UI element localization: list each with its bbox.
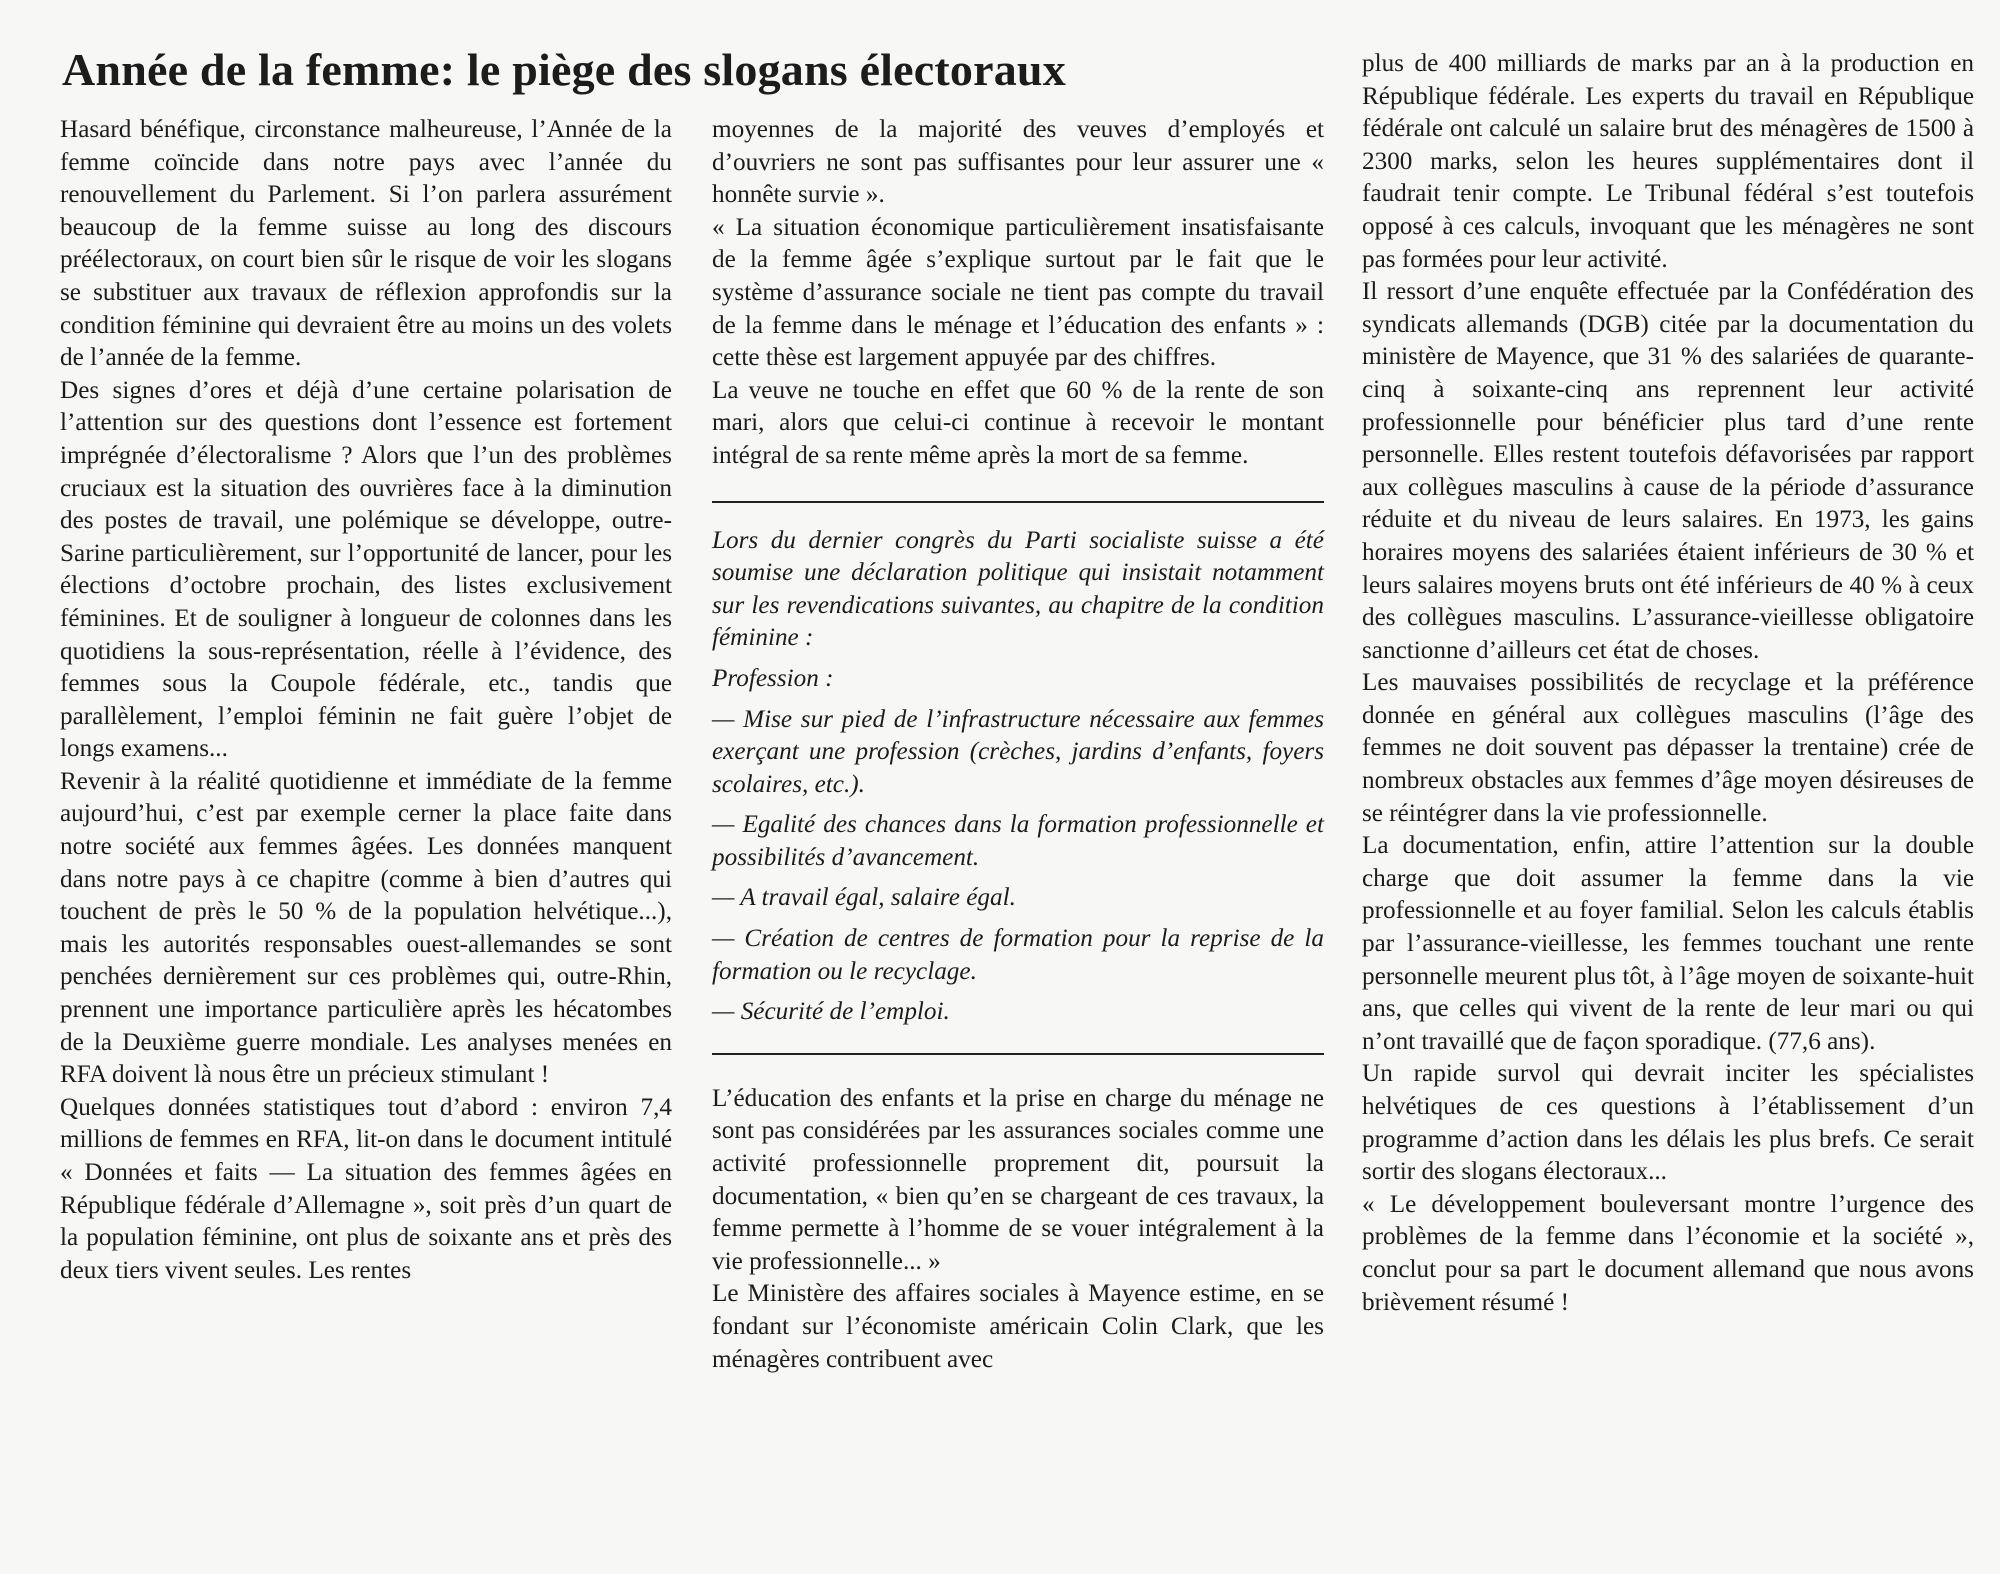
box-item: — Sécurité de l’emploi. [712,998,950,1026]
paragraph: moyennes de la majorité des veuves d’employés et d’ouvriers ne sont pas suffisantes pour leur assurer une « honnête survie ». [712,116,1324,209]
paragraph: L’éducation des enfants et la prise en charge du ménage ne sont pas considérées par les assurances sociales comme une activité professionnelle proprement dit, poursuit la documentation, « bien qu’en se chargeant de ces travaux, la femme permette à l’homme de se vouer intégralement à la vie professionnelle... » [712,1084,1324,1275]
paragraph: La veuve ne touche en effet que 60 % de la rente de son mari, alors que celui-ci continue à recevoir le montant intégral de sa rente même après la mort de sa femme. [712,376,1324,469]
box-item: — Création de centres de formation pour la reprise de la formation ou le recyclage. [712,925,1324,985]
column-3 [1362,48,1974,1319]
article-title: Année de la femme: le piège des slogans électoraux [62,44,1066,95]
divider-top [712,501,1324,503]
box-item: — Mise sur pied de l’infrastructure nécessaire aux femmes exerçant une profession (crèches, jardins d’enfants, foyers scolaires, etc.). [712,705,1324,798]
paragraph: « La situation économique particulièrement insatisfaisante de la femme âgée s’explique surtout par le fait que le système d’assurance sociale ne tient pas compte du travail de la femme dans le ménage et l’éducation des enfants » : cette thèse est largement appuyée par des chiffres. [712,213,1324,372]
column-1 [60,114,672,1287]
sidebar-box [712,525,1324,1029]
paragraph: Des signes d’ores et déjà d’une certaine polarisation de l’attention sur des questions dont l’essence est fortement imprégnée d’électoralisme ? Alors que l’un des problèmes cruciaux est la situation des ouvrières face à la diminution des postes de travail, une polémique se développe, outre-Sarine particulièrement, sur l’opportunité de lancer, pour les élections d’octobre prochain, des listes exclusivement féminines. Et de souligner à longueur de colonnes dans les quotidiens la sous-représentation, réelle à l’évidence, des femmes sous la Coupole fédérale, etc., tandis que parallèlement, l’emploi féminin ne fait guère l’objet de longs examens... [60,376,672,763]
box-heading: Profession : [712,664,834,692]
divider-bottom [712,1053,1324,1055]
column-2 [712,114,1324,1376]
paragraph: Revenir à la réalité quotidienne et immédiate de la femme aujourd’hui, c’est par exemple cerner la place faite dans notre société aux femmes âgées. Les données manquent dans notre pays à ce chapitre (comme à bien d’autres qui touchent de près le 50 % de la population helvétique...), mais les autorités responsables ouest-allemandes se sont penchées dernièrement sur ces problèmes qui, outre-Rhin, prennent une importance particulière après les hécatombes de la Deuxième guerre mondiale. Les analyses menées en RFA doivent là nous être un précieux stimulant ! [60,767,672,1089]
paragraph: Le Ministère des affaires sociales à Mayence estime, en se fondant sur l’économiste américain Colin Clark, que les ménagères contribuent avec [712,1280,1324,1373]
box-intro: Lors du dernier congrès du Parti socialiste suisse a été soumise une déclaration politique qui insistait notamment sur les revendications suivantes, au chapitre de la condition féminine : [712,526,1324,652]
box-item: — A travail égal, salaire égal. [712,884,1016,912]
paragraph: Il ressort d’une enquête effectuée par la Confédération des syndicats allemands (DGB) citée par la documentation du ministère de Mayence, que 31 % des salariées de quarante-cinq à soixante-cinq ans reprennent leur activité professionnelle pour bénéficier plus tard d’une rente personnelle. Elles restent toutefois défavorisées par rapport aux collègues masculins à cause de la période d’assurance réduite et du niveau de leurs salaires. En 1973, les gains horaires moyens des salariées étaient inférieurs de 30 % et leurs salaires moyens bruts ont été inférieurs de 40 % à ceux des collègues masculins. L’assurance-vieillesse obligatoire sanctionne d’ailleurs cet état de choses. [1362,278,1974,664]
paragraph: La documentation, enfin, attire l’attention sur la double charge que doit assumer la femme dans la vie professionnelle et au foyer familial. Selon les calculs établis par l’assurance-vieillesse, les femmes touchant une rente personnelle meurent plus tôt, à l’âge moyen de soixante-huit ans, que celles qui vivent de la rente de leur mari ou qui n’ont travaillé que de façon sporadique. (77,6 ans). [1362,832,1974,1055]
paragraph: Les mauvaises possibilités de recyclage et la préférence donnée en général aux collègues masculins (l’âge des femmes ne doit souvent pas dépasser la trentaine) crée de nombreux obstacles aux femmes d’âge moyen désireuses de se réintégrer dans la vie professionnelle. [1362,669,1974,827]
paragraph: Un rapide survol qui devrait inciter les spécialistes helvétiques de ces questions à l’établissement d’un programme d’action dans les délais les plus brefs. Ce serait sortir des slogans électoraux... [1362,1060,1974,1186]
box-item: — Egalité des chances dans la formation professionnelle et possibilités d’avancement. [712,811,1324,871]
paragraph: plus de 400 milliards de marks par an à la production en République fédérale. Les experts du travail en République fédérale ont calculé un salaire brut des ménagères de 1500 à 2300 marks, selon les heures supplémentaires dont il faudrait tenir compte. Le Tribunal fédéral s’est toutefois opposé à ces calculs, invoquant que les ménagères ne sont pas formées pour leur activité. [1362,50,1974,273]
paragraph: Quelques données statistiques tout d’abord : environ 7,4 millions de femmes en RFA, lit-on dans le document intitulé « Données et faits — La situation des femmes âgées en République fédérale d’Allemagne », soit près d’un quart de la population féminine, ont plus de soixante ans et près des deux tiers vivent seules. Les rentes [60,1093,672,1284]
paragraph: Hasard bénéfique, circonstance malheureuse, l’Année de la femme coïncide dans notre pays avec l’année du renouvellement du Parlement. Si l’on parlera assurément beaucoup de la femme suisse au long des discours préélectoraux, on court bien sûr le risque de voir les slogans se substituer aux travaux de réflexion approfondis sur la condition féminine qui devraient être au moins un des volets de l’année de la femme. [60,116,672,372]
paragraph: « Le développement bouleversant montre l’urgence des problèmes de la femme dans l’économie et la société », conclut pour sa part le document allemand que nous avons brièvement résumé ! [1362,1190,1974,1316]
